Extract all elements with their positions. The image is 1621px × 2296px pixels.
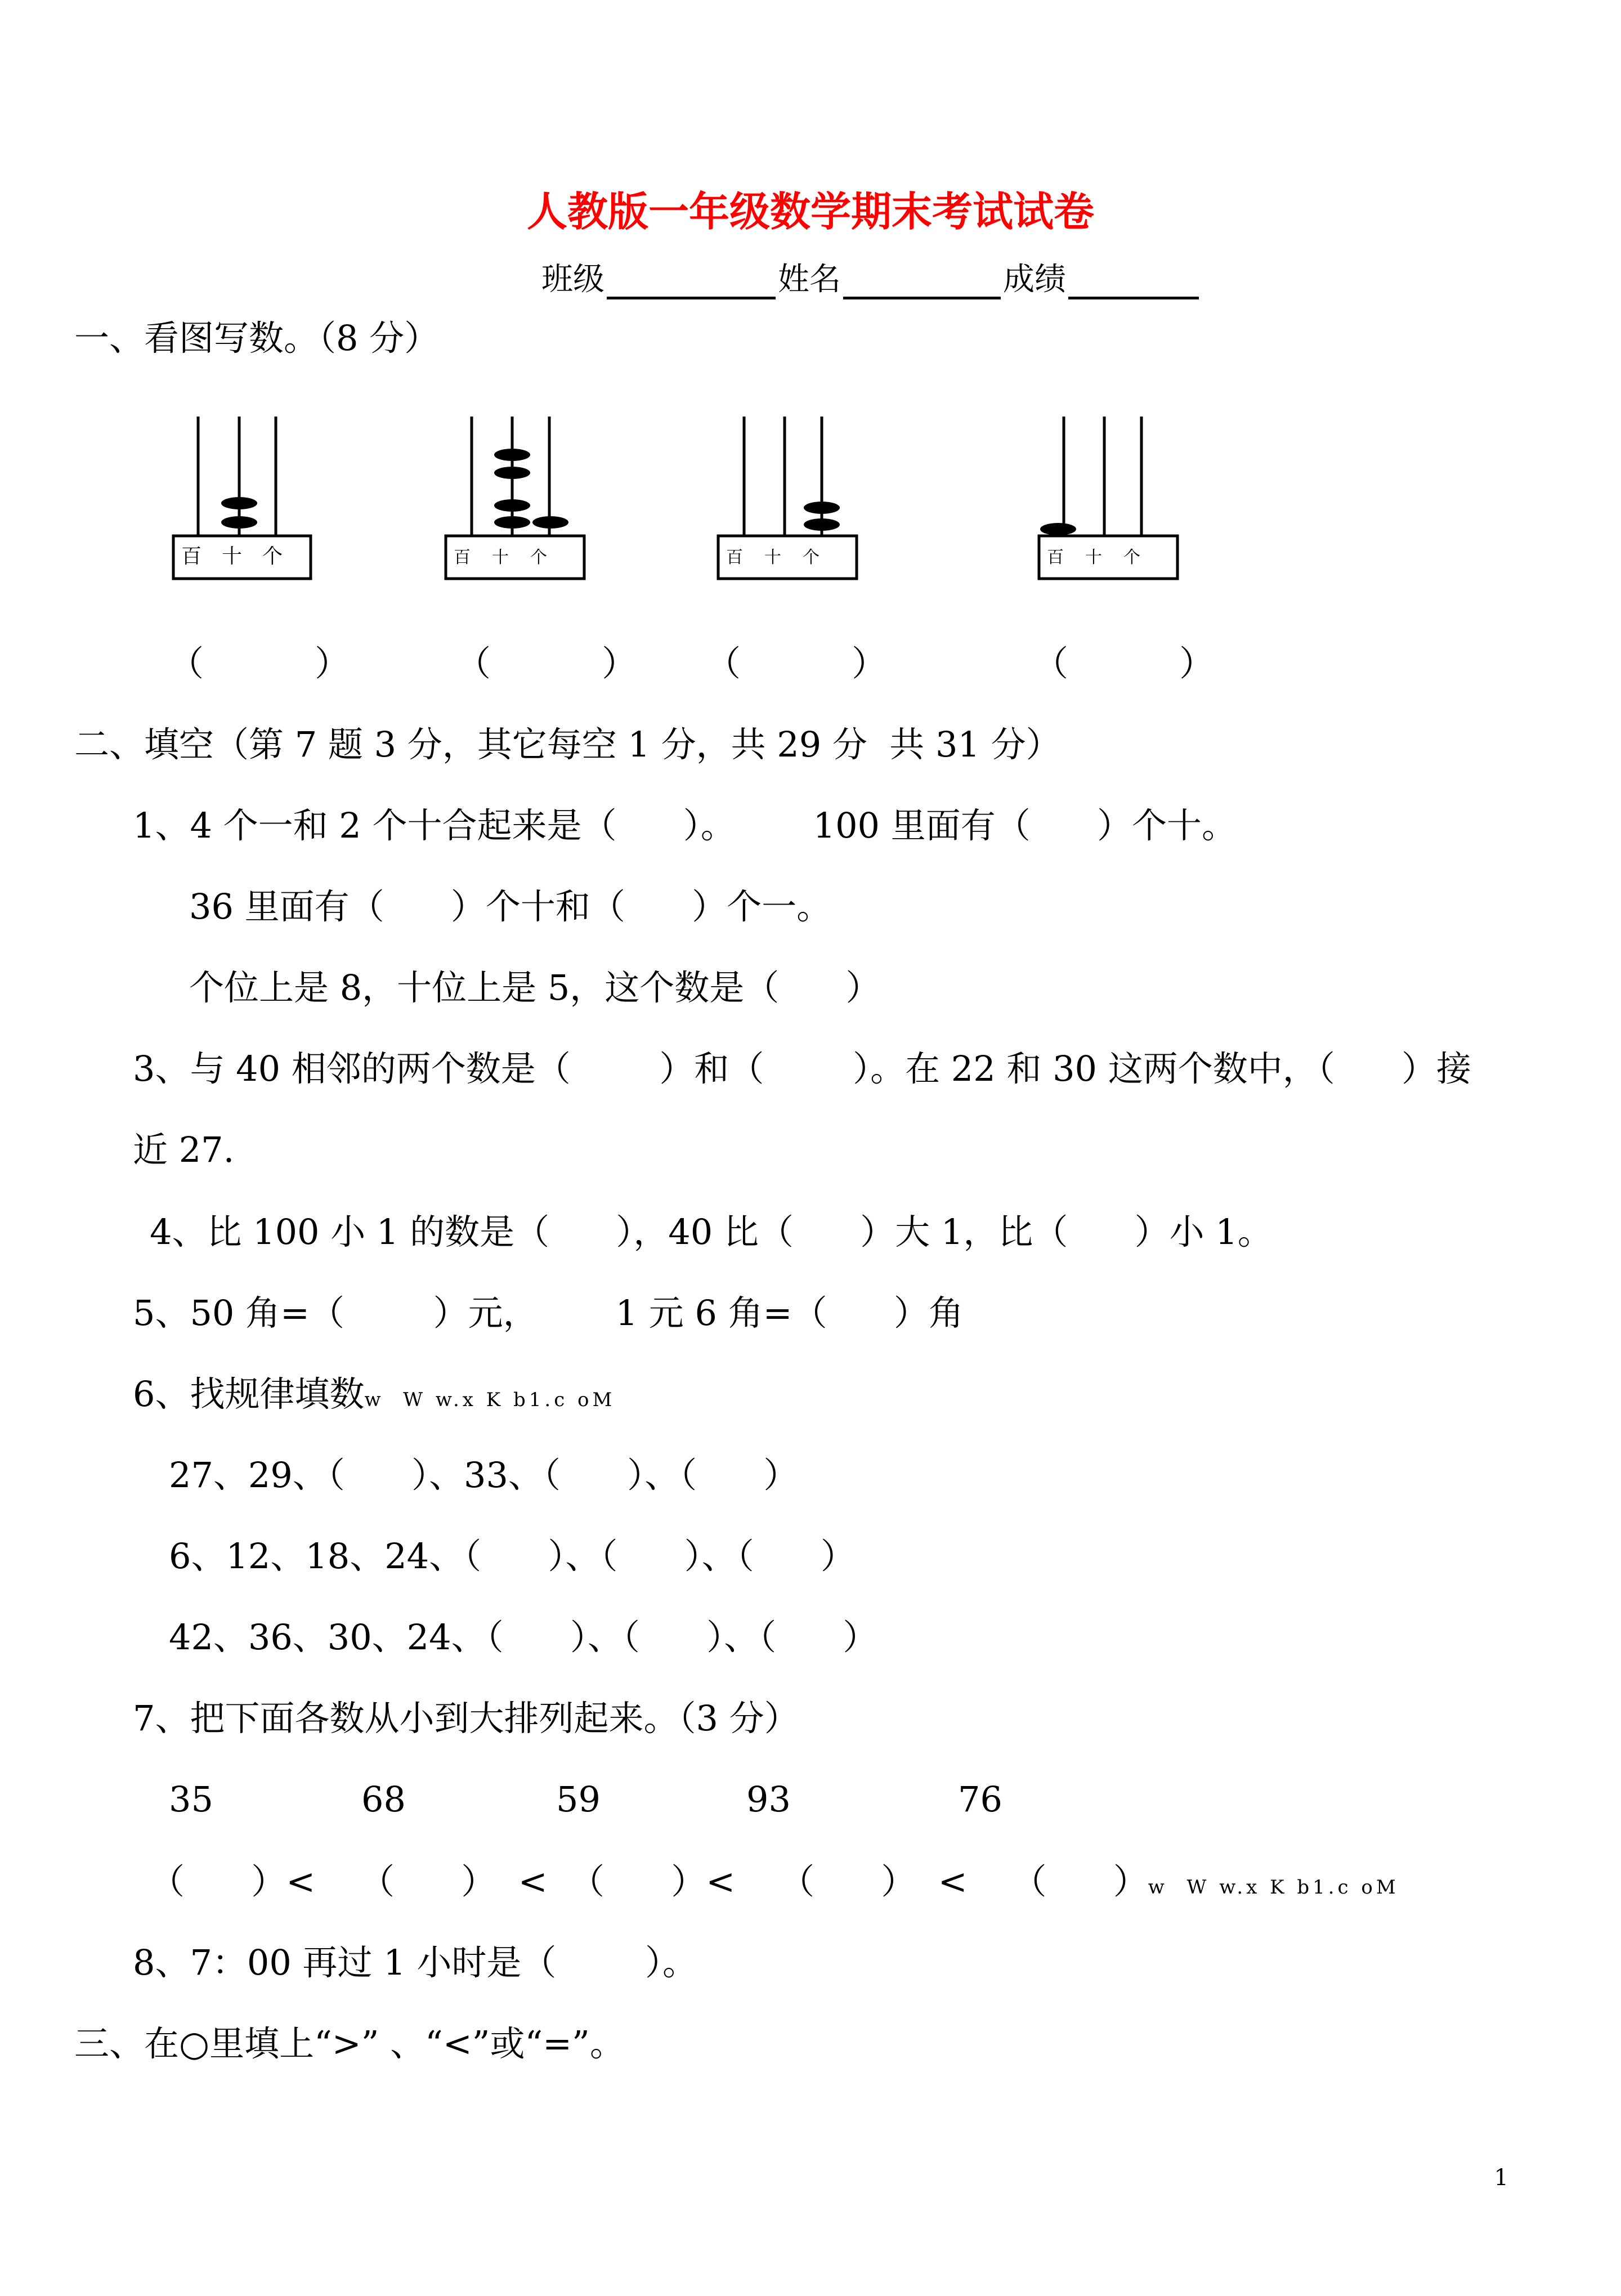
abacus-bead	[804, 518, 840, 531]
q7-number-3: 59	[556, 1779, 601, 1820]
question-5: 5、50 角=（ ）元， 1 元 6 角=（ ）角	[133, 1292, 964, 1333]
answer-blank-4[interactable]: （ ）	[1033, 643, 1215, 684]
section2-heading: 二、填空（第 7 题 3 分，其它每空 1 分，共 29 分 共 31 分）	[74, 724, 1061, 765]
question-4: 4、比 100 小 1 的数是（ ），40 比（ ）大 1，比（ ）小 1。	[150, 1211, 1273, 1252]
abacus-4-label: 百 十 个	[1047, 548, 1152, 567]
question-6	[133, 1373, 616, 1415]
abacus-bead	[804, 502, 840, 514]
abacus-2	[446, 417, 584, 579]
answer-blank-2[interactable]: （ ）	[456, 643, 637, 684]
abacus-figures	[0, 0, 1621, 619]
abacus-3	[718, 417, 857, 579]
watermark-text: w W w.x K b1.c oM	[364, 1389, 616, 1411]
abacus-1	[173, 417, 311, 579]
question-3: 3、与 40 相邻的两个数是（ ）和（ ）。在 22 和 30 这两个数中，（ ）接	[133, 1048, 1471, 1089]
question-1b: 36 里面有（ ）个十和（ ）个一。	[189, 886, 832, 927]
abacus-2-label: 百 十 个	[454, 548, 558, 567]
question-1c: 个位上是 8，十位上是 5，这个数是（ ）	[189, 967, 881, 1008]
q7-number-4: 93	[746, 1779, 791, 1820]
exam-title: 人教版一年级数学期末考试试卷	[526, 187, 1094, 235]
q7-order-line	[150, 1861, 1399, 1902]
abacus-bead	[494, 499, 530, 512]
abacus-bead	[532, 516, 568, 529]
question-6a: 27、29、（ ）、33、（ ）、（ ）	[169, 1454, 799, 1496]
abacus-bead	[494, 516, 530, 529]
question-8: 8、7：00 再过 1 小时是（ ）。	[133, 1942, 698, 1983]
answer-blank-1[interactable]: （ ）	[169, 643, 350, 684]
class-label: 班级	[541, 261, 604, 298]
abacus-bead	[494, 467, 530, 479]
section3-heading: 三、在○里填上“>” 、“<”或“=”。	[74, 2023, 625, 2064]
name-label: 姓名	[778, 261, 841, 298]
question-6-text: 6、找规律填数	[133, 1373, 365, 1415]
q7-number-1: 35	[169, 1779, 213, 1820]
abacus-bead	[221, 497, 257, 509]
question-1: 1、4 个一和 2 个十合起来是（ ）。 100 里面有（ ）个十。	[133, 805, 1237, 846]
question-6c: 42、36、30、24、（ ）、（ ）、（ ）	[169, 1617, 878, 1658]
score-label: 成绩	[1003, 261, 1066, 298]
abacus-3-label: 百 十 个	[726, 548, 831, 567]
abacus-bead	[221, 516, 257, 529]
question-6b: 6、12、18、24、（ ）、（ ）、（ ）	[169, 1536, 856, 1577]
abacus-bead	[1040, 523, 1076, 535]
question-3b: 近 27.	[133, 1129, 235, 1170]
abacus-bead	[494, 449, 530, 461]
section1-heading: 一、看图写数。（8 分）	[74, 317, 440, 359]
abacus-1-label: 百 十 个	[181, 545, 293, 568]
abacus-4	[1039, 417, 1177, 579]
q7-number-5: 76	[958, 1779, 1002, 1820]
page-number: 1	[1494, 2165, 1508, 2191]
q7-order: （ ）< （ ） < （ ）< （ ） < （ ）	[150, 1861, 1148, 1902]
watermark-text-2: w W w.x K b1.c oM	[1148, 1876, 1399, 1899]
answer-blank-3[interactable]: （ ）	[706, 643, 887, 684]
q7-number-2: 68	[361, 1779, 406, 1820]
question-7: 7、把下面各数从小到大排列起来。（3 分）	[133, 1698, 799, 1739]
